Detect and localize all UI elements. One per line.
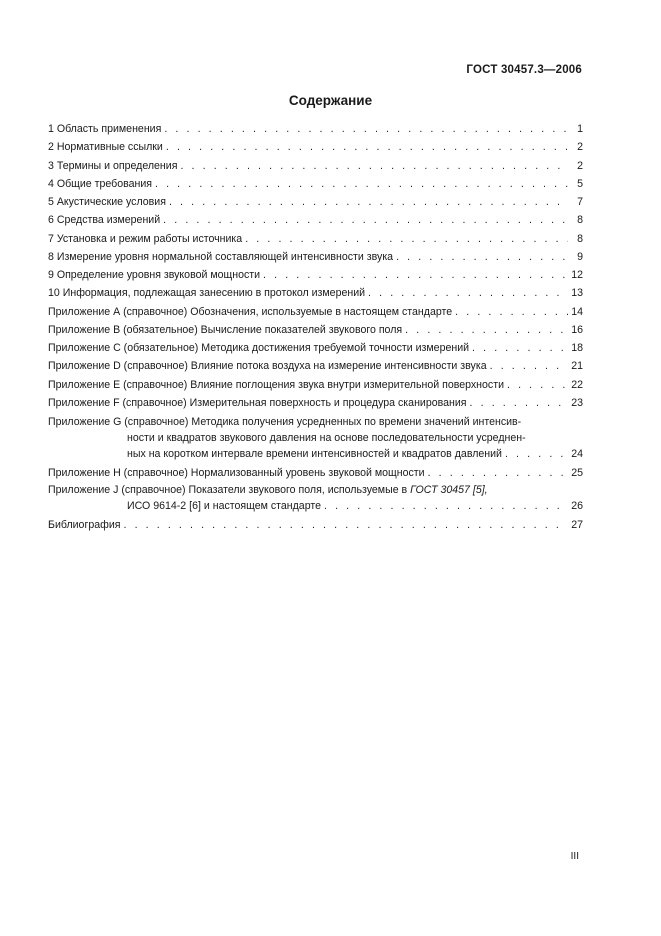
toc-page-number: 27 <box>571 519 583 532</box>
toc-title: Содержание <box>288 93 373 108</box>
toc-entry[interactable] <box>48 248 583 266</box>
toc-page-number: 22 <box>571 378 583 391</box>
leader-dots <box>164 120 568 138</box>
toc-page-number: 12 <box>571 269 583 281</box>
toc-entry[interactable] <box>48 339 583 357</box>
toc-entry-text: Приложение D (справочное) Влияние потока воздуха на измерение интенсивности звука <box>48 360 487 373</box>
toc-entry[interactable] <box>48 193 583 211</box>
toc-entry-text: Приложение F (справочное) Измерительная поверхность и процедура сканирования <box>48 396 467 409</box>
toc-page-number: 8 <box>577 232 583 245</box>
document-code: ГОСТ 30457.3—2006 <box>466 64 582 76</box>
toc-entry-text: 5 Акустические условия <box>48 196 166 208</box>
toc-entry-text-continued: ных на коротком интервале времени интенсивностей и квадратов давлений <box>127 448 502 460</box>
leader-dots <box>428 464 568 482</box>
toc-page-number: 2 <box>577 141 583 154</box>
toc-entry-text: 2 Нормативные ссылки <box>48 141 163 154</box>
toc-entry[interactable] <box>48 157 583 175</box>
toc-page-number: 7 <box>577 196 583 208</box>
leader-dots <box>123 516 568 534</box>
leader-dots <box>324 498 568 514</box>
table-of-contents <box>48 120 583 535</box>
toc-entry[interactable] <box>48 376 583 394</box>
toc-entry-text-continued: ИСО 9614-2 [6] и настоящем стандарте <box>127 500 321 513</box>
toc-entry-text: Приложение Н (справочное) Нормализованный уровень звуковой мощности <box>48 467 425 479</box>
toc-entry-text: Приложение G (справочное) Методика получения усредненных по времени значений интенсив- <box>48 416 522 428</box>
toc-entry-text: Приложение В (обязательное) Вычисление показателей звукового поля <box>48 323 403 336</box>
leader-dots <box>166 138 568 156</box>
toc-page-number: 26 <box>571 500 583 513</box>
leader-dots <box>490 357 568 375</box>
toc-page-number: 16 <box>571 323 583 336</box>
leader-dots <box>368 284 568 302</box>
toc-page-number: 14 <box>571 305 583 318</box>
toc-entry-appendix-h[interactable] <box>48 464 583 482</box>
toc-entry[interactable] <box>48 357 583 375</box>
toc-entry-text: Приложение А (справочное) Обозначения, используемые в настоящем стандарте <box>48 305 453 318</box>
toc-entry-text: Приложение С (обязательное) Методика достижения требуемой точности измерений <box>48 342 470 354</box>
toc-entry[interactable] <box>48 138 583 156</box>
toc-entry-appendix-g[interactable] <box>48 414 583 462</box>
toc-page-number: 8 <box>577 214 583 227</box>
leader-dots <box>169 193 568 211</box>
toc-entry[interactable] <box>48 230 583 248</box>
toc-page-number: 25 <box>571 467 583 479</box>
leader-dots <box>163 211 568 229</box>
toc-entry-text: 8 Измерение уровня нормальной составляющей интенсивности звука <box>48 250 394 263</box>
toc-entry-text: Приложение J (справочное) Показатели звукового поля, используемые в ГОСТ 30457 [5], <box>48 484 488 497</box>
toc-page-number: 5 <box>577 177 583 190</box>
toc-page-number: 1 <box>577 123 583 135</box>
toc-entry-text: 10 Информация, подлежащая занесению в протокол измерений <box>48 287 366 300</box>
toc-page-number: 24 <box>571 448 583 460</box>
toc-page-number: 9 <box>577 250 583 263</box>
toc-entry[interactable] <box>48 211 583 229</box>
toc-entry-text: 1 Область применения <box>48 123 162 135</box>
page-number: III <box>570 851 579 862</box>
toc-entry[interactable] <box>48 303 583 321</box>
toc-entry-text: 4 Общие требования <box>48 177 152 190</box>
toc-page-number: 23 <box>571 396 583 409</box>
leader-dots <box>505 446 568 462</box>
leader-dots <box>396 248 568 266</box>
toc-entry[interactable] <box>48 120 583 138</box>
toc-page-number: 18 <box>571 342 583 354</box>
toc-page-number: 13 <box>571 287 583 300</box>
leader-dots <box>263 266 568 284</box>
leader-dots <box>455 303 568 321</box>
leader-dots <box>507 376 568 394</box>
leader-dots <box>470 394 568 412</box>
toc-entry[interactable] <box>48 266 583 284</box>
leader-dots <box>180 157 568 175</box>
toc-entry-text: Приложение Е (справочное) Влияние поглощения звука внутри измерительной поверхности <box>48 378 504 391</box>
leader-dots <box>472 339 568 357</box>
toc-entry[interactable] <box>48 394 583 412</box>
leader-dots <box>155 175 568 193</box>
leader-dots <box>245 230 568 248</box>
toc-entry[interactable] <box>48 175 583 193</box>
toc-entry-text: 7 Установка и режим работы источника <box>48 232 243 245</box>
toc-page-number: 21 <box>571 360 583 373</box>
toc-page-number: 2 <box>577 159 583 172</box>
toc-entry-appendix-j[interactable] <box>48 482 583 514</box>
toc-entry-text: 3 Термины и определения <box>48 159 178 172</box>
toc-entry-text: 9 Определение уровня звуковой мощности <box>48 269 261 281</box>
toc-entry[interactable] <box>48 321 583 339</box>
toc-entry-bibliography[interactable] <box>48 516 583 534</box>
toc-entry-text-continued: ности и квадратов звукового давления на основе последовательности усреднен- <box>127 432 526 444</box>
toc-entry-text: 6 Средства измерений <box>48 214 161 227</box>
toc-entry-text: Библиография <box>48 519 121 532</box>
leader-dots <box>405 321 568 339</box>
toc-entry[interactable] <box>48 284 583 302</box>
